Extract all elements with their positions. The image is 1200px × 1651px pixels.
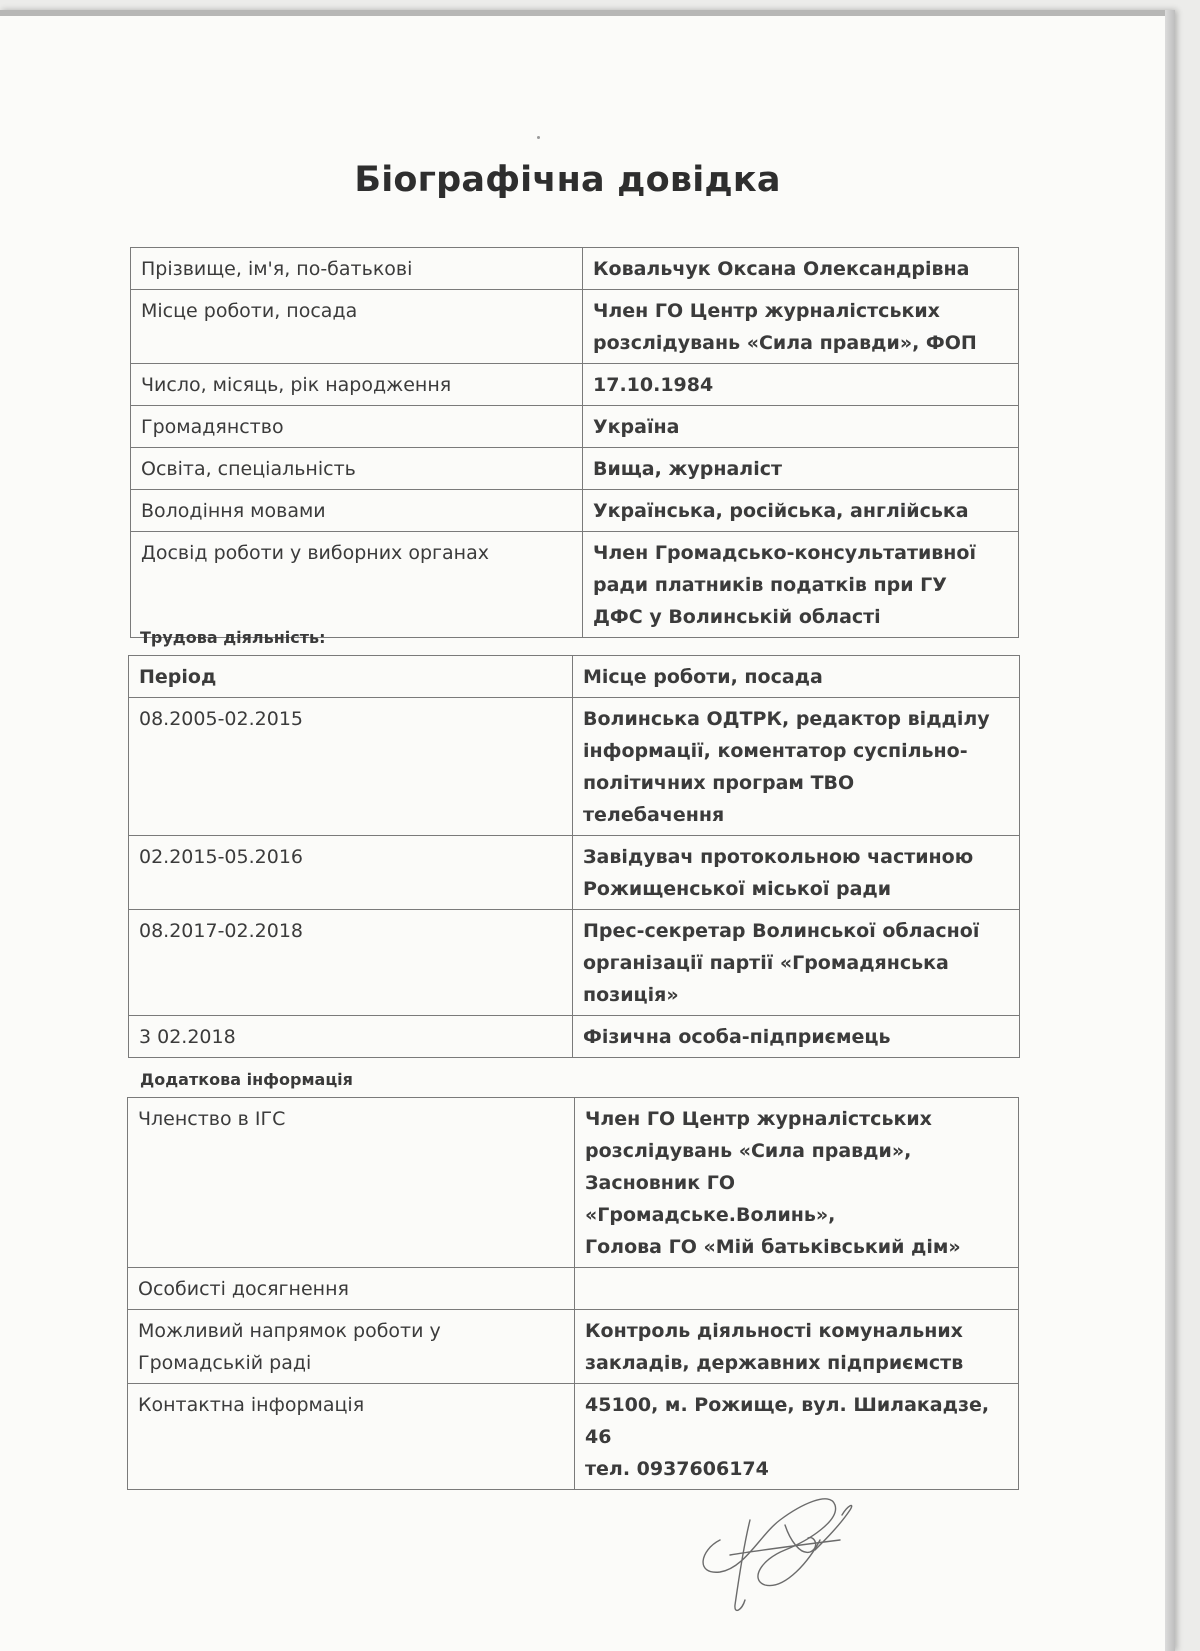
work-header-period: Період <box>129 656 573 698</box>
text-line: Волинська ОДТРК, редактор відділу <box>583 708 990 730</box>
additional-label <box>128 1310 575 1384</box>
bio-row <box>131 532 1019 638</box>
text-line: Особисті досягнення <box>138 1278 349 1300</box>
work-period: 08.2005-02.2015 <box>129 698 573 836</box>
bio-row <box>131 406 1019 448</box>
bio-label: Число, місяць, рік народження <box>131 364 583 406</box>
work-header-place: Місце роботи, посада <box>573 656 1020 698</box>
text-line: Член ГО Центр журналістських <box>593 300 940 322</box>
text-line: телебачення <box>583 804 725 826</box>
bio-row <box>131 448 1019 490</box>
bio-label: Освіта, спеціальність <box>131 448 583 490</box>
text-line: Член ГО Центр журналістських <box>585 1108 932 1130</box>
additional-label <box>128 1098 575 1268</box>
bio-label: Місце роботи, посада <box>131 290 583 364</box>
scan-right-edge <box>1165 10 1175 1651</box>
text-line: закладів, державних підприємств <box>585 1352 964 1374</box>
text-line: 17.10.1984 <box>593 374 714 396</box>
text-line: інформації, коментатор суспільно- <box>583 740 968 762</box>
work-period: 08.2017-02.2018 <box>129 910 573 1016</box>
bio-value <box>583 290 1019 364</box>
work-section-title: Трудова діяльність: <box>140 628 326 647</box>
text-line: Фізична особа-підприємець <box>583 1026 891 1048</box>
bio-row <box>131 490 1019 532</box>
text-line: організації партії «Громадянська <box>583 952 949 974</box>
text-line: 46 <box>585 1426 612 1448</box>
bio-row <box>131 290 1019 364</box>
text-line: ДФС у Волинській області <box>593 606 881 628</box>
document-title: Біографічна довідка <box>354 160 781 200</box>
text-line: Член Громадсько-консультативної <box>593 542 976 564</box>
text-line: Голова ГО «Мій батьківський дім» <box>585 1236 961 1258</box>
additional-row <box>128 1310 1019 1384</box>
work-row <box>129 1016 1020 1058</box>
text-line: Ковальчук Оксана Олександрівна <box>593 258 970 280</box>
additional-value <box>575 1384 1019 1490</box>
text-line: Українська, російська, англійська <box>593 500 969 522</box>
additional-label <box>128 1268 575 1310</box>
bio-value <box>583 364 1019 406</box>
additional-row <box>128 1098 1019 1268</box>
work-place <box>573 1016 1020 1058</box>
additional-table <box>127 1097 1019 1490</box>
work-row <box>129 698 1020 836</box>
work-place <box>573 910 1020 1016</box>
text-line: Громадській раді <box>138 1352 312 1374</box>
bio-value <box>583 248 1019 290</box>
text-line: Вища, журналіст <box>593 458 782 480</box>
bio-label: Прізвище, ім'я, по-батькові <box>131 248 583 290</box>
bio-value <box>583 406 1019 448</box>
text-line: Завідувач протокольною частиною <box>583 846 974 868</box>
bio-label: Громадянство <box>131 406 583 448</box>
text-line: розслідувань «Сила правди», <box>585 1140 912 1162</box>
additional-value <box>575 1268 1019 1310</box>
additional-label <box>128 1384 575 1490</box>
bio-value <box>583 532 1019 638</box>
text-line: Рожищенської міської ради <box>583 878 892 900</box>
work-period: 3 02.2018 <box>129 1016 573 1058</box>
additional-value <box>575 1310 1019 1384</box>
scan-top-edge <box>0 10 1175 16</box>
text-line: Контроль діяльності комунальних <box>585 1320 963 1342</box>
text-line: 45100, м. Рожище, вул. Шилакадзе, <box>585 1394 990 1416</box>
work-row <box>129 836 1020 910</box>
text-line: Можливий напрямок роботи у <box>138 1320 441 1342</box>
text-line: Членство в ІГС <box>138 1108 286 1130</box>
text-line: Прес-секретар Волинської обласної <box>583 920 980 942</box>
text-line: «Громадське.Волинь», <box>585 1204 836 1226</box>
work-period: 02.2015-05.2016 <box>129 836 573 910</box>
work-place <box>573 836 1020 910</box>
work-table <box>128 655 1020 1058</box>
text-line: Контактна інформація <box>138 1394 365 1416</box>
additional-section-title: Додаткова інформація <box>140 1070 353 1089</box>
text-line: ради платників податків при ГУ <box>593 574 947 596</box>
scan-speck <box>537 136 540 139</box>
text-line: позиція» <box>583 984 679 1006</box>
bio-row <box>131 248 1019 290</box>
additional-value <box>575 1098 1019 1268</box>
text-line: розслідувань «Сила правди», ФОП <box>593 332 977 354</box>
text-line: Україна <box>593 416 680 438</box>
text-line: політичних програм ТВО <box>583 772 855 794</box>
text-line: Засновник ГО <box>585 1172 735 1194</box>
bio-table <box>130 247 1019 638</box>
bio-row <box>131 364 1019 406</box>
bio-value <box>583 490 1019 532</box>
work-row <box>129 910 1020 1016</box>
bio-label: Володіння мовами <box>131 490 583 532</box>
additional-row <box>128 1384 1019 1490</box>
additional-row <box>128 1268 1019 1310</box>
text-line: тел. 0937606174 <box>585 1458 769 1480</box>
bio-label: Досвід роботи у виборних органах <box>131 532 583 638</box>
signature-image <box>690 1480 870 1620</box>
bio-value <box>583 448 1019 490</box>
work-header-row <box>129 656 1020 698</box>
work-place <box>573 698 1020 836</box>
